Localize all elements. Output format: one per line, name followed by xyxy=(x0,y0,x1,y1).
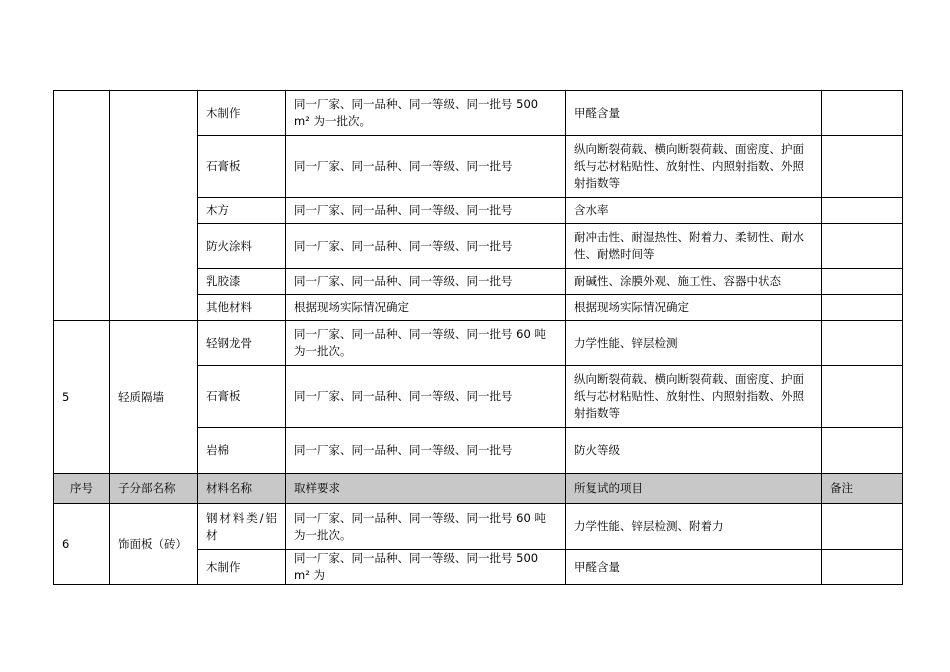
material-cell: 石膏板 xyxy=(198,136,286,198)
sampling-cell: 同一厂家、同一品种、同一等级、同一批号 60 吨为一批次。 xyxy=(286,504,566,550)
sampling-cell: 同一厂家、同一品种、同一等级、同一批号 xyxy=(286,366,566,428)
sampling-cell: 根据现场实际情况确定 xyxy=(286,295,566,321)
header-sampling: 取样要求 xyxy=(286,474,566,504)
retest-cell: 根据现场实际情况确定 xyxy=(566,295,822,321)
sampling-cell: 同一厂家、同一品种、同一等级、同一批号 500 m² 为一批次。 xyxy=(286,91,566,136)
remarks-cell xyxy=(822,224,903,269)
remarks-cell xyxy=(822,295,903,321)
retest-cell: 耐冲击性、耐湿热性、附着力、柔韧性、耐水性、耐燃时间等 xyxy=(566,224,822,269)
header-retest: 所复试的项目 xyxy=(566,474,822,504)
material-cell: 其他材料 xyxy=(198,295,286,321)
retest-cell: 纵向断裂荷载、横向断裂荷载、面密度、护面纸与芯材粘贴性、放射性、内照射指数、外照射指数等 xyxy=(566,136,822,198)
subdivision-cell: 饰面板（砖） xyxy=(110,504,198,585)
seq-cell: 6 xyxy=(54,504,110,585)
table-row xyxy=(54,504,903,550)
remarks-cell xyxy=(822,504,903,550)
table-row xyxy=(54,321,903,366)
retest-cell: 耐碱性、涂膜外观、施工性、容器中状态 xyxy=(566,269,822,295)
header-material: 材料名称 xyxy=(198,474,286,504)
retest-cell: 防火等级 xyxy=(566,428,822,474)
materials-retest-table xyxy=(53,90,903,585)
table-row xyxy=(54,91,903,136)
sampling-cell: 同一厂家、同一品种、同一等级、同一批号 xyxy=(286,428,566,474)
retest-cell: 甲醛含量 xyxy=(566,91,822,136)
remarks-cell xyxy=(822,136,903,198)
remarks-cell xyxy=(822,321,903,366)
remarks-cell xyxy=(822,428,903,474)
sampling-cell: 同一厂家、同一品种、同一等级、同一批号 xyxy=(286,198,566,224)
retest-cell: 力学性能、锌层检测 xyxy=(566,321,822,366)
remarks-cell xyxy=(822,91,903,136)
remarks-cell xyxy=(822,269,903,295)
sampling-cell: 同一厂家、同一品种、同一等级、同一批号 xyxy=(286,269,566,295)
retest-cell: 甲醛含量 xyxy=(566,550,822,585)
remarks-cell xyxy=(822,550,903,585)
sampling-cell: 同一厂家、同一品种、同一等级、同一批号 xyxy=(286,224,566,269)
material-cell: 木制作 xyxy=(198,550,286,585)
material-cell: 岩棉 xyxy=(198,428,286,474)
retest-cell: 纵向断裂荷载、横向断裂荷载、面密度、护面纸与芯材粘贴性、放射性、内照射指数、外照射指数等 xyxy=(566,366,822,428)
table-header-row xyxy=(54,474,903,504)
material-cell: 防火涂料 xyxy=(198,224,286,269)
seq-cell xyxy=(54,91,110,321)
sampling-cell: 同一厂家、同一品种、同一等级、同一批号 500 m² 为 xyxy=(286,550,566,585)
header-seq: 序号 xyxy=(54,474,110,504)
material-cell: 钢材料类/铝材 xyxy=(198,504,286,550)
material-cell: 木制作 xyxy=(198,91,286,136)
retest-cell: 力学性能、锌层检测、附着力 xyxy=(566,504,822,550)
subdivision-cell xyxy=(110,91,198,321)
material-cell: 木方 xyxy=(198,198,286,224)
material-cell: 轻钢龙骨 xyxy=(198,321,286,366)
header-subdivision: 子分部名称 xyxy=(110,474,198,504)
retest-cell: 含水率 xyxy=(566,198,822,224)
remarks-cell xyxy=(822,366,903,428)
remarks-cell xyxy=(822,198,903,224)
subdivision-cell: 轻质隔墙 xyxy=(110,321,198,474)
sampling-cell: 同一厂家、同一品种、同一等级、同一批号 60 吨为一批次。 xyxy=(286,321,566,366)
material-cell: 乳胶漆 xyxy=(198,269,286,295)
seq-cell: 5 xyxy=(54,321,110,474)
header-remarks: 备注 xyxy=(822,474,903,504)
material-cell: 石膏板 xyxy=(198,366,286,428)
sampling-cell: 同一厂家、同一品种、同一等级、同一批号 xyxy=(286,136,566,198)
